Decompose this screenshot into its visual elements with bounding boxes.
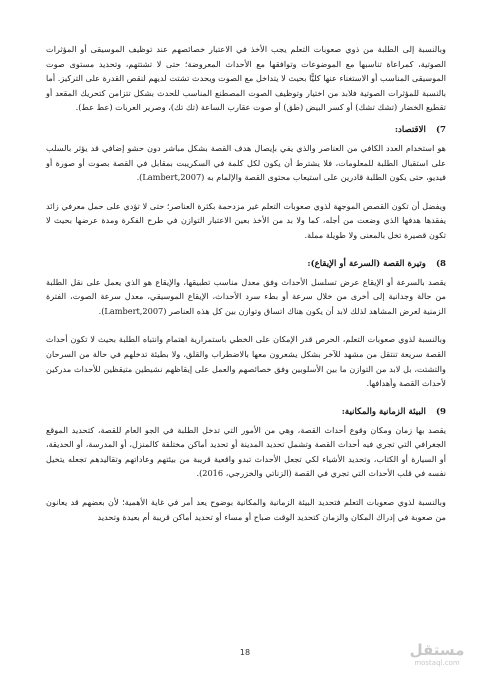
- section-heading-economy: [46, 123, 446, 137]
- page-number: 18: [239, 648, 251, 657]
- section-number: 9): [435, 406, 446, 417]
- paragraph-crowding: ويفضل أن تكون القصص الموجهة لذوي صعوبات التعلم غير مزدحمة بكثرة العناصر؛ حتى لا تؤدي على حمل معرفي زائد يفقدها هدفها الذي وضعت من أجله، كما ولا بد من الأخذ بعين الاعتبار التوازن في طرح الفكرة ومدة عرضها بحيث لا تكون قصيرة تخل بالمعنى ولا طويلة مملة.: [46, 200, 446, 240]
- paragraph-pace-learning-difficulties: وبالنسبة لذوي صعوبات التعلم، الحرص قدر الإمكان على الخطي باستمرارية اهتمام وانتباه الطلبة بحيث لا تكون أحداث القصة سريعة تنتقل من مشهد للآخر بشكل يشعرون معها بالاضطراب والقلق، ولا بطيئة تدخلهم في حالة من السرحان والتشتت، بل لابد من التوازن ما بين الأسلوبين وفق خصائصهم والعمل على إيقاظهم نشيطين متيقظين للأحداث مدركين لأحداث القصة وأهدافها.: [46, 334, 446, 389]
- section-number: 8): [435, 258, 446, 269]
- watermark: [402, 641, 472, 681]
- section-title: وتيرة القصة (السرعة أو الإيقاع):: [307, 258, 426, 269]
- section-title: الاقتصاد:: [394, 124, 426, 135]
- paragraph-setting-learning-difficulties: وبالنسبة لذوي صعوبات التعلم فتحديد البيئة الزمانية والمكانية بوضوح يعد أمر في غاية الأهمية؛ لأن بعضهم قد يعانون من صعوبة في إدراك المكان والزمان كتحديد الوقت صباح أو مساء أو تحديد أماكن قريبة أم بعيدة وتحديد: [46, 497, 446, 522]
- paragraph-music-effects: وبالنسبة إلى الطلبة من ذوي صعوبات التعلم يجب الأخذ في الاعتبار خصائصهم عند توظيف الموسيقى أو المؤثرات الصوتية، كمراعاة تناسبها مع الموضوعات وتوافقها مع الأحداث المعروضة؛ حتى لا تشتتهم، وتحديد مستوى صوت الموسيقى المناسب أو الاستغناء عنها كليًّا بحيث لا يتداخل مع الصوت ويحدث تشتت لديهم لنقص القدرة على التركيز. أما بالنسبة للمؤثرات الصوتية فلابد من اختيار وتوظيف الصوت المصطنع المناسب للحدث بشكل تتزامن كتحريك المقعد أو تقطيع الخضار (تشك تشك) أو كسر البيض (طق) أو صوت عقارب الساعة (تك تك)، وصرير العربات (عط عط).: [46, 44, 446, 113]
- watermark-logo: مستقل: [409, 641, 465, 659]
- section-heading-setting: [46, 405, 446, 419]
- paragraph-setting: يقصد بها زمان ومكان وقوع أحداث القصة، وهي من الأمور التي تدخل الطلبة في الجو العام للقصة، كتحديد الموقع الجغرافي التي تجري فيه أحداث القصة وتشمل تحديد المدينة أو تحديد أماكن مختلفة كالمنزل، أو المدرسة، أو الحديقة، أو السيارة أو الكتاب، وتحديد الأشياء لكي تجعل الأحداث تبدو واقعية قريبة من بيئتهم وعاداتهم وتقاليدهم تجعله يتخيل نفسه في قلب الأحداث التي تجري في القصة (الزناتي والخزرجي، 2016).: [46, 424, 446, 479]
- section-heading-pace: [46, 257, 446, 271]
- paragraph-economy: هو استخدام العدد الكافي من العناصر والذي يفي بإيصال هدف القصة بشكل مباشر دون حشو إضافي قد يؤثر بالسلب على استقبال الطلبة للمعلومات، فلا يشترط أن يكون لكل كلمة في السكريبت بمقابل في القصة بصوت أو صورة أو فيديو، حتى يكون الطلبة قادرين على استيعاب محتوى القصة والإلمام به (Lambert,2007).: [46, 142, 446, 183]
- section-number: 7): [435, 124, 446, 135]
- watermark-url: mostaql.com: [414, 659, 460, 667]
- paragraph-pace: يقصد بالسرعة أو الإيقاع عرض تسلسل الأحداث وفق معدل مناسب تطبيقها، والإيقاع هو الذي يعمل على نقل الطلبة من حالة وجدانية إلى أخرى من خلال سرعة أو بطء سرد الأحداث، الإيقاع الموسيقي، معدل سرعة الصوت، الفترة الزمنية لعرض المشاهد لذلك لابد أن يكون هناك اتساق وتوازن بين كل هذه العناصر (Lambert,2007).: [46, 276, 446, 316]
- section-title: البيئة الزمانية والمكانية:: [341, 406, 426, 417]
